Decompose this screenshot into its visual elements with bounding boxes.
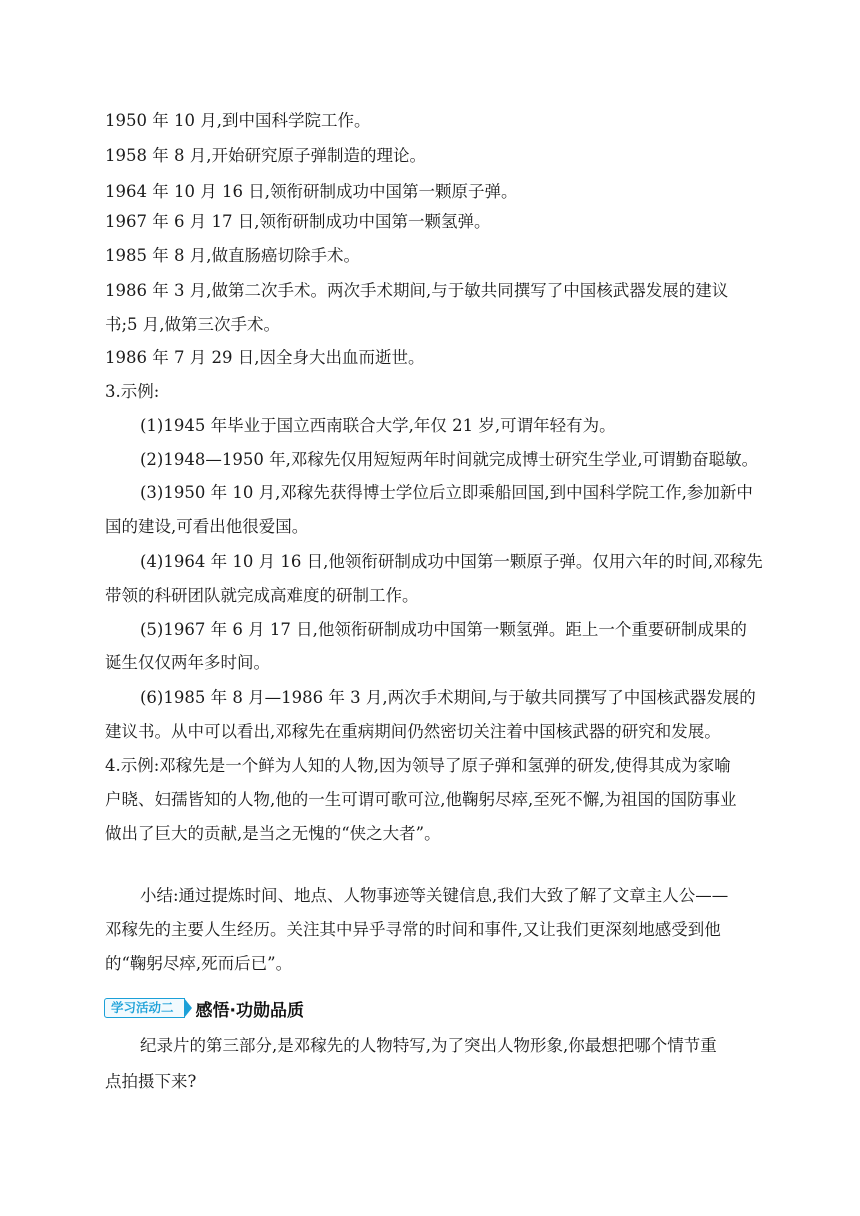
answer-line: 诞生仅仅两年多时间。	[105, 653, 270, 672]
q4-line: 户晓、妇孺皆知的人物,他的一生可谓可歌可泣,他鞠躬尽瘁,至死不懈,为祖国的国防事业	[105, 790, 737, 809]
prompt-line: 点拍摄下来?	[105, 1072, 197, 1091]
activity-badge: 学习活动二	[104, 998, 185, 1018]
answer-line: (2)1948—1950 年,邓稼先仅用短短两年时间就完成博士研究生学业,可谓勤奋聪敏。	[140, 450, 759, 469]
timeline-line: 1986 年 7 月 29 日,因全身大出血而逝世。	[105, 348, 425, 367]
q3-heading: 3.示例:	[105, 382, 160, 401]
answer-line: (1)1945 年毕业于国立西南联合大学,年仅 21 岁,可谓年轻有为。	[140, 416, 616, 435]
answer-line: (6)1985 年 8 月—1986 年 3 月,两次手术期间,与于敏共同撰写了中国核武器发展的	[140, 688, 756, 707]
timeline-line: 1986 年 3 月,做第二次手术。两次手术期间,与于敏共同撰写了中国核武器发展的建议	[105, 281, 729, 300]
answer-line: (5)1967 年 6 月 17 日,他领衔研制成功中国第一颗氢弹。距上一个重要研制成果的	[140, 620, 747, 639]
timeline-line: 1967 年 6 月 17 日,领衔研制成功中国第一颗氢弹。	[105, 212, 491, 231]
answer-line: 国的建设,可看出他很爱国。	[105, 517, 309, 536]
summary-line: 的“鞠躬尽瘁,死而后已”。	[105, 954, 293, 973]
answer-line: 建议书。从中可以看出,邓稼先在重病期间仍然密切关注着中国核武器的研究和发展。	[105, 722, 721, 741]
timeline-line: 1964 年 10 月 16 日,领衔研制成功中国第一颗原子弹。	[105, 182, 518, 201]
section-title: 感悟·功勋品质	[195, 1000, 304, 1021]
timeline-line: 1985 年 8 月,做直肠癌切除手术。	[105, 246, 360, 265]
q4-line: 4.示例:邓稼先是一个鲜为人知的人物,因为领导了原子弹和氢弹的研发,使得其成为家喻	[105, 756, 731, 775]
prompt-line: 纪录片的第三部分,是邓稼先的人物特写,为了突出人物形象,你最想把哪个情节重	[140, 1036, 717, 1055]
answer-line: 带领的科研团队就完成高难度的研制工作。	[105, 586, 419, 605]
summary-line: 小结:通过提炼时间、地点、人物事迹等关键信息,我们大致了解了文章主人公——	[140, 886, 729, 905]
badge-arrow-shape	[184, 998, 192, 1018]
summary-line: 邓稼先的主要人生经历。关注其中异乎寻常的时间和事件,又让我们更深刻地感受到他	[105, 920, 721, 939]
timeline-line: 1950 年 10 月,到中国科学院工作。	[105, 111, 371, 130]
answer-line: (3)1950 年 10 月,邓稼先获得博士学位后立即乘船回国,到中国科学院工作,参加新中	[140, 483, 753, 502]
timeline-line: 1958 年 8 月,开始研究原子弹制造的理论。	[105, 146, 426, 165]
timeline-line: 书;5 月,做第三次手术。	[105, 315, 281, 334]
q4-line: 做出了巨大的贡献,是当之无愧的“侠之大者”。	[105, 824, 441, 843]
activity-header	[104, 997, 304, 1019]
answer-line: (4)1964 年 10 月 16 日,他领衔研制成功中国第一颗原子弹。仅用六年的时间,邓稼先	[140, 552, 763, 571]
